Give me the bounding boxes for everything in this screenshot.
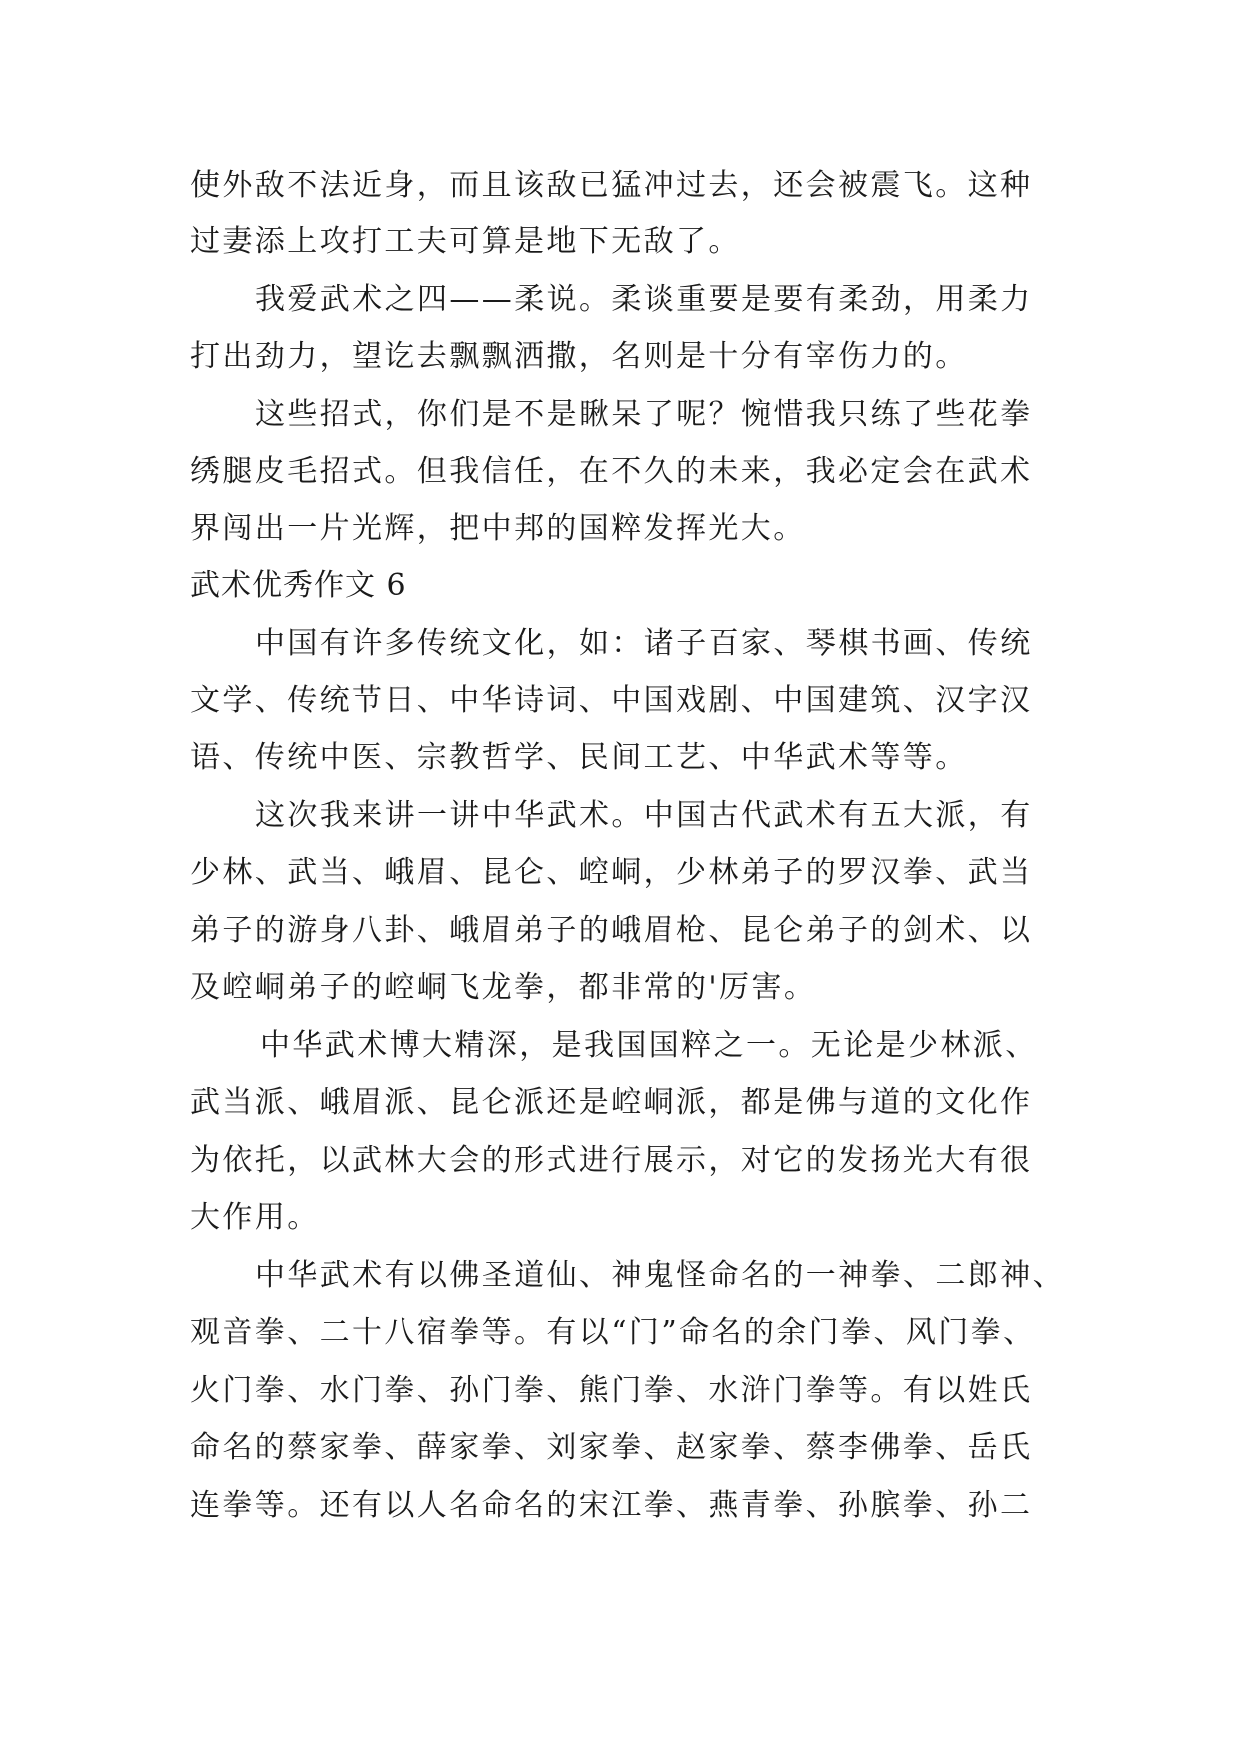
text-line: 观音拳、二十八宿拳等。有以“门”命名的余门拳、风门拳、 [190,1315,1036,1350]
text-line: 这些招式，你们是不是瞅呆了呢？惋惜我只练了些花拳 [255,397,1033,432]
text-line: 过妻添上攻打工夫可算是地下无敌了。 [190,224,741,259]
text-line: 连拳等。还有以人名命名的宋江拳、燕青拳、孙膑拳、孙二 [190,1488,1033,1523]
text-line: 弟子的游身八卦、峨眉弟子的峨眉枪、昆仑弟子的剑术、以 [190,913,1033,948]
text-line: 语、传统中医、宗教哲学、民间工艺、中华武术等等。 [190,740,968,775]
text-line: 武当派、峨眉派、昆仑派还是崆峒派，都是佛与道的文化作 [190,1085,1033,1120]
text-line: 中华武术有以佛圣道仙、神鬼怪命名的一神拳、二郎神、 [255,1258,1065,1293]
text-line: 使外敌不法近身，而且该敌已猛冲过去，还会被震飞。这种 [190,168,1033,203]
text-line: 中华武术博大精深，是我国国粹之一。无论是少林派、 [260,1028,1038,1063]
text-line: 少林、武当、峨眉、昆仑、崆峒，少林弟子的罗汉拳、武当 [190,855,1033,890]
text-line: 文学、传统节日、中华诗词、中国戏剧、中国建筑、汉字汉 [190,683,1033,718]
text-line: 大作用。 [190,1200,320,1235]
text-line: 火门拳、水门拳、孙门拳、熊门拳、水浒门拳等。有以姓氏 [190,1373,1033,1408]
text-line: 及崆峒弟子的崆峒飞龙拳，都非常的'厉害。 [190,970,817,1005]
text-line: 中国有许多传统文化，如：诸子百家、琴棋书画、传统 [255,626,1033,661]
text-line: 界闯出一片光辉，把中邦的国粹发挥光大。 [190,511,806,546]
text-line: 我爱武术之四——柔说。柔谈重要是要有柔劲，用柔力 [255,282,1033,317]
text-line: 打出劲力，望讫去飘飘洒撒，名则是十分有宰伤力的。 [190,339,968,374]
text-line: 这次我来讲一讲中华武术。中国古代武术有五大派，有 [255,798,1033,833]
section-heading: 武术优秀作文 6 [190,568,407,603]
text-line: 绣腿皮毛招式。但我信任，在不久的未来，我必定会在武术 [190,454,1033,489]
text-line: 命名的蔡家拳、薛家拳、刘家拳、赵家拳、蔡李佛拳、岳氏 [190,1430,1033,1465]
text-line: 为依托，以武林大会的形式进行展示，对它的发扬光大有很 [190,1143,1033,1178]
